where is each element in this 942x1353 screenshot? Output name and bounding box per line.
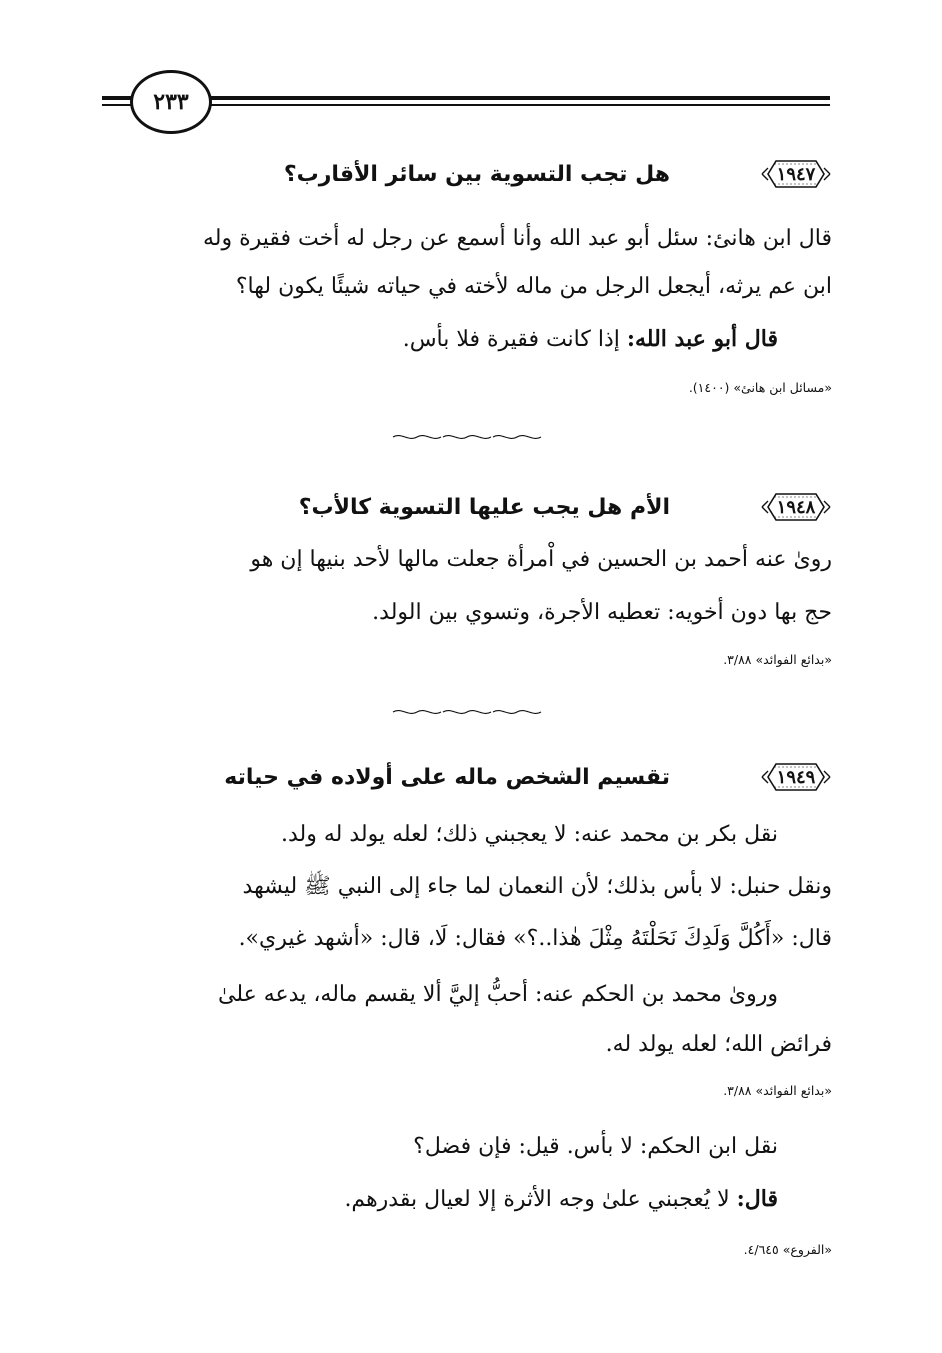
section-divider-ornament bbox=[391, 707, 543, 717]
answer-text: إذا كانت فقيرة فلا بأس. bbox=[402, 327, 620, 352]
section-divider-ornament bbox=[391, 432, 543, 442]
paragraph-line: قال: «أَكُلَّ وَلَدِكَ نَحَلْتَهُ مِثْلَ هٰذا..؟» فقال: لَا، قال: «أشهد غيري». bbox=[238, 926, 832, 951]
answer-line bbox=[403, 328, 778, 351]
source-citation: «بدائع الفوائد» ٣/٨٨. bbox=[723, 652, 832, 667]
section-heading: الأم هل يجب عليها التسوية كالأب؟ bbox=[298, 495, 670, 520]
question-number-badge bbox=[760, 157, 832, 191]
question-number-badge bbox=[760, 760, 832, 794]
source-citation: «بدائع الفوائد» ٣/٨٨. bbox=[723, 1083, 832, 1098]
question-number: ١٩٤٧ bbox=[776, 163, 816, 185]
answer-lead: قال: bbox=[736, 1186, 778, 1212]
answer-line bbox=[344, 1188, 778, 1211]
source-citation: «الفروع» ٤/٦٤٥. bbox=[743, 1242, 832, 1257]
question-number: ١٩٤٨ bbox=[776, 496, 816, 518]
paragraph-line: روىٰ عنه أحمد بن الحسين في اْمرأة جعلت مالها لأحد بنيها إن هو bbox=[250, 547, 832, 572]
question-number-badge bbox=[760, 490, 832, 524]
paragraph-line: وروىٰ محمد بن الحكم عنه: أحبُّ إليَّ ألا يقسم ماله، يدعه علىٰ bbox=[218, 982, 778, 1007]
paragraph-line: ابن عم يرثه، أيجعل الرجل من ماله لأخته في حياته شيئًا يكون لها؟ bbox=[235, 274, 832, 299]
answer-text: لا يُعجبني علىٰ وجه الأثرة إلا لعيال بقدرهم. bbox=[344, 1187, 730, 1212]
page-number: ٢٣٣ bbox=[153, 89, 189, 115]
paragraph-line: قال ابن هانئ: سئل أبو عبد الله وأنا أسمع عن رجل له أخت فقيرة وله bbox=[203, 226, 832, 251]
paragraph-line: نقل بكر بن محمد عنه: لا يعجبني ذلك؛ لعله يولد له ولد. bbox=[281, 822, 778, 847]
question-number: ١٩٤٩ bbox=[776, 766, 816, 788]
paragraph-line: حج بها دون أخويه: تعطيه الأجرة، وتسوي بين الولد. bbox=[372, 600, 832, 625]
answer-lead: قال أبو عبد الله: bbox=[626, 326, 778, 352]
section-heading: تقسيم الشخص ماله على أولاده في حياته bbox=[224, 765, 670, 790]
paragraph-line: نقل ابن الحكم: لا بأس. قيل: فإن فضل؟ bbox=[413, 1134, 778, 1159]
page-number-badge bbox=[130, 70, 212, 134]
section-heading: هل تجب التسوية بين سائر الأقارب؟ bbox=[283, 162, 670, 187]
paragraph-line: ونقل حنبل: لا بأس بذلك؛ لأن النعمان لما جاء إلى النبي ﷺ ليشهد bbox=[242, 874, 832, 899]
source-citation: «مسائل ابن هانئ» (١٤٠٠). bbox=[688, 380, 832, 395]
paragraph-line: فرائض الله؛ لعله يولد له. bbox=[605, 1032, 832, 1057]
